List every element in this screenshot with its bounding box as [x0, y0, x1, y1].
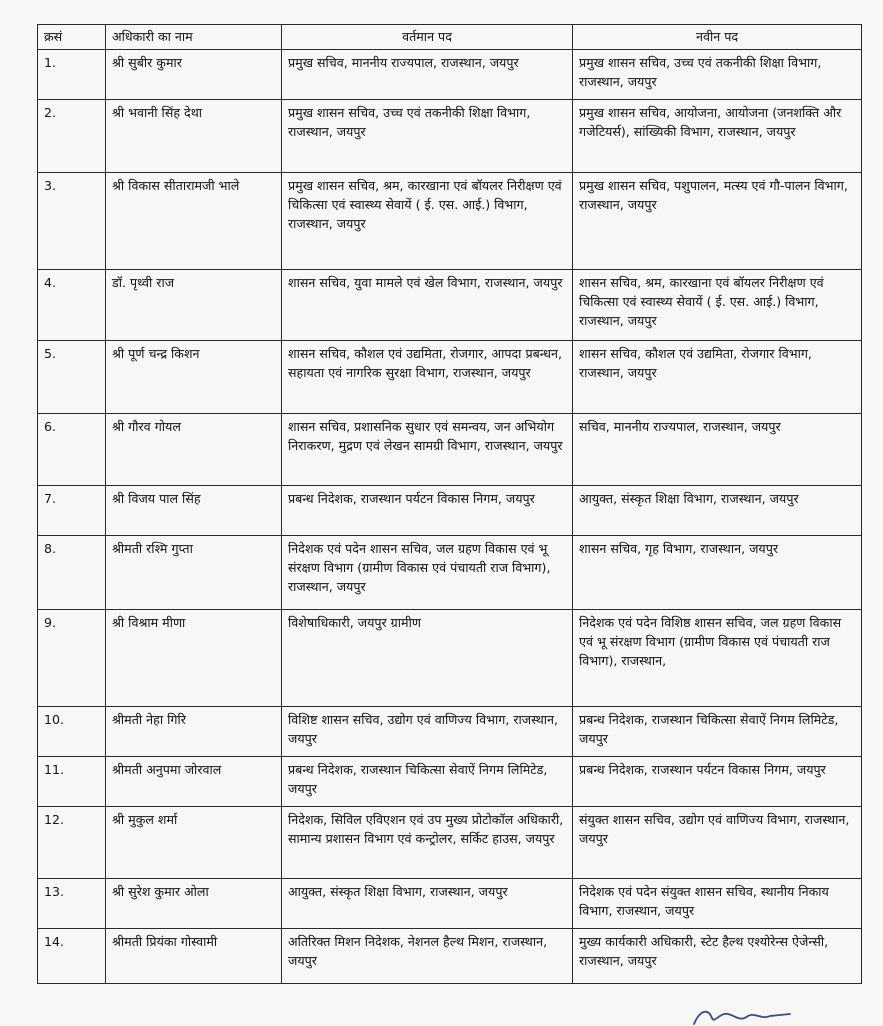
serial-cell: 13.	[38, 879, 106, 929]
header-row	[38, 25, 862, 50]
header-officer-name: अधिकारी का नाम	[106, 25, 282, 50]
transfer-table	[37, 24, 862, 984]
officer-name-cell: श्री मुकुल शर्मा	[106, 807, 282, 879]
table-row	[38, 707, 862, 757]
current-post-cell: विशिष्ट शासन सचिव, उद्योग एवं वाणिज्य विभाग, राजस्थान, जयपुर	[282, 707, 573, 757]
officer-name-cell: श्री विकास सीतारामजी भाले	[106, 173, 282, 270]
new-post-cell: प्रमुख शासन सचिव, पशुपालन, मत्स्य एवं गौ-पालन विभाग, राजस्थान, जयपुर	[573, 173, 862, 270]
current-post-cell: प्रमुख सचिव, माननीय राज्यपाल, राजस्थान, जयपुर	[282, 50, 573, 100]
officer-name-cell: श्रीमती नेहा गिरि	[106, 707, 282, 757]
new-post-cell: प्रमुख शासन सचिव, उच्च एवं तकनीकी शिक्षा विभाग, राजस्थान, जयपुर	[573, 50, 862, 100]
table-row	[38, 50, 862, 100]
new-post-cell: निदेशक एवं पदेन विशिष्ठ शासन सचिव, जल ग्रहण विकास एवं भू संरक्षण विभाग (ग्रामीण विकास एवं पंचायती राज विभाग), राजस्थान,	[573, 610, 862, 707]
current-post-cell: शासन सचिव, युवा मामले एवं खेल विभाग, राजस्थान, जयपुर	[282, 270, 573, 341]
table-row	[38, 270, 862, 341]
serial-cell: 7.	[38, 486, 106, 536]
table-row	[38, 757, 862, 807]
new-post-cell: प्रबन्ध निदेशक, राजस्थान चिकित्सा सेवाऐं निगम लिमिटेड, जयपुर	[573, 707, 862, 757]
table-row	[38, 173, 862, 270]
table-row	[38, 341, 862, 414]
table-row	[38, 536, 862, 610]
table-row	[38, 414, 862, 486]
officer-name-cell: श्री सुरेश कुमार ओला	[106, 879, 282, 929]
table-row	[38, 610, 862, 707]
header-current-post: वर्तमान पद	[282, 25, 573, 50]
new-post-cell: शासन सचिव, श्रम, कारखाना एवं बॉयलर निरीक्षण एवं चिकित्सा एवं स्वास्थ्य सेवायें ( ई. एस. आई.) विभाग, राजस्थान, जयपुर	[573, 270, 862, 341]
new-post-cell: शासन सचिव, कौशल एवं उद्यमिता, रोजगार विभाग, राजस्थान, जयपुर	[573, 341, 862, 414]
officer-name-cell: श्रीमती प्रियंका गोस्वामी	[106, 929, 282, 984]
officer-name-cell: श्री विश्राम मीणा	[106, 610, 282, 707]
serial-cell: 11.	[38, 757, 106, 807]
signature-mark	[690, 1004, 810, 1026]
current-post-cell: निदेशक, सिविल एविएशन एवं उप मुख्य प्रोटोकॉल अधिकारी, सामान्य प्रशासन विभाग एवं कन्ट्रोलर, सर्किट हाउस, जयपुर	[282, 807, 573, 879]
new-post-cell: शासन सचिव, गृह विभाग, राजस्थान, जयपुर	[573, 536, 862, 610]
serial-cell: 14.	[38, 929, 106, 984]
new-post-cell: आयुक्त, संस्कृत शिक्षा विभाग, राजस्थान, जयपुर	[573, 486, 862, 536]
current-post-cell: प्रबन्ध निदेशक, राजस्थान पर्यटन विकास निगम, जयपुर	[282, 486, 573, 536]
new-post-cell: संयुक्त शासन सचिव, उद्योग एवं वाणिज्य विभाग, राजस्थान, जयपुर	[573, 807, 862, 879]
serial-cell: 5.	[38, 341, 106, 414]
signature-stroke	[694, 1012, 790, 1024]
table-row	[38, 100, 862, 173]
officer-name-cell: श्री विजय पाल सिंह	[106, 486, 282, 536]
table-row	[38, 807, 862, 879]
header-serial: क्रसं	[38, 25, 106, 50]
officer-name-cell: श्री पूर्ण चन्द्र किशन	[106, 341, 282, 414]
current-post-cell: शासन सचिव, प्रशासनिक सुधार एवं समन्वय, जन अभियोग निराकरण, मुद्रण एवं लेखन सामग्री विभाग, राजस्थान, जयपुर	[282, 414, 573, 486]
current-post-cell: प्रबन्ध निदेशक, राजस्थान चिकित्सा सेवाऐं निगम लिमिटेड, जयपुर	[282, 757, 573, 807]
current-post-cell: निदेशक एवं पदेन शासन सचिव, जल ग्रहण विकास एवं भू संरक्षण विभाग (ग्रामीण विकास एवं पंचायती राज विभाग), राजस्थान, जयपुर	[282, 536, 573, 610]
table-row	[38, 879, 862, 929]
serial-cell: 6.	[38, 414, 106, 486]
new-post-cell: निदेशक एवं पदेन संयुक्त शासन सचिव, स्थानीय निकाय विभाग, राजस्थान, जयपुर	[573, 879, 862, 929]
serial-cell: 12.	[38, 807, 106, 879]
table-row	[38, 486, 862, 536]
officer-name-cell: डॉ. पृथ्वी राज	[106, 270, 282, 341]
current-post-cell: आयुक्त, संस्कृत शिक्षा विभाग, राजस्थान, जयपुर	[282, 879, 573, 929]
serial-cell: 9.	[38, 610, 106, 707]
header-new-post: नवीन पद	[573, 25, 862, 50]
current-post-cell: अतिरिक्त मिशन निदेशक, नेशनल हैल्थ मिशन, राजस्थान, जयपुर	[282, 929, 573, 984]
officer-name-cell: श्रीमती अनुपमा जोरवाल	[106, 757, 282, 807]
current-post-cell: प्रमुख शासन सचिव, उच्च एवं तकनीकी शिक्षा विभाग, राजस्थान, जयपुर	[282, 100, 573, 173]
current-post-cell: शासन सचिव, कौशल एवं उद्यमिता, रोजगार, आपदा प्रबन्धन, सहायता एवं नागरिक सुरक्षा विभाग, राजस्थान, जयपुर	[282, 341, 573, 414]
officer-name-cell: श्री सुबीर कुमार	[106, 50, 282, 100]
new-post-cell: प्रबन्ध निदेशक, राजस्थान पर्यटन विकास निगम, जयपुर	[573, 757, 862, 807]
serial-cell: 3.	[38, 173, 106, 270]
new-post-cell: प्रमुख शासन सचिव, आयोजना, आयोजना (जनशक्ति और गजेटियर्स), सांख्यिकी विभाग, राजस्थान, जयपुर	[573, 100, 862, 173]
current-post-cell: विशेषाधिकारी, जयपुर ग्रामीण	[282, 610, 573, 707]
serial-cell: 8.	[38, 536, 106, 610]
serial-cell: 10.	[38, 707, 106, 757]
serial-cell: 2.	[38, 100, 106, 173]
table-row	[38, 929, 862, 984]
new-post-cell: मुख्य कार्यकारी अधिकारी, स्टेट हैल्थ एश्योरेन्स ऐजेन्सी, राजस्थान, जयपुर	[573, 929, 862, 984]
current-post-cell: प्रमुख शासन सचिव, श्रम, कारखाना एवं बॉयलर निरीक्षण एवं चिकित्सा एवं स्वास्थ्य सेवायें ( ई. एस. आई.) विभाग, राजस्थान, जयपुर	[282, 173, 573, 270]
serial-cell: 4.	[38, 270, 106, 341]
serial-cell: 1.	[38, 50, 106, 100]
new-post-cell: सचिव, माननीय राज्यपाल, राजस्थान, जयपुर	[573, 414, 862, 486]
officer-name-cell: श्रीमती रश्मि गुप्ता	[106, 536, 282, 610]
transfer-order-sheet	[37, 24, 861, 984]
officer-name-cell: श्री भवानी सिंह देथा	[106, 100, 282, 173]
officer-name-cell: श्री गौरव गोयल	[106, 414, 282, 486]
